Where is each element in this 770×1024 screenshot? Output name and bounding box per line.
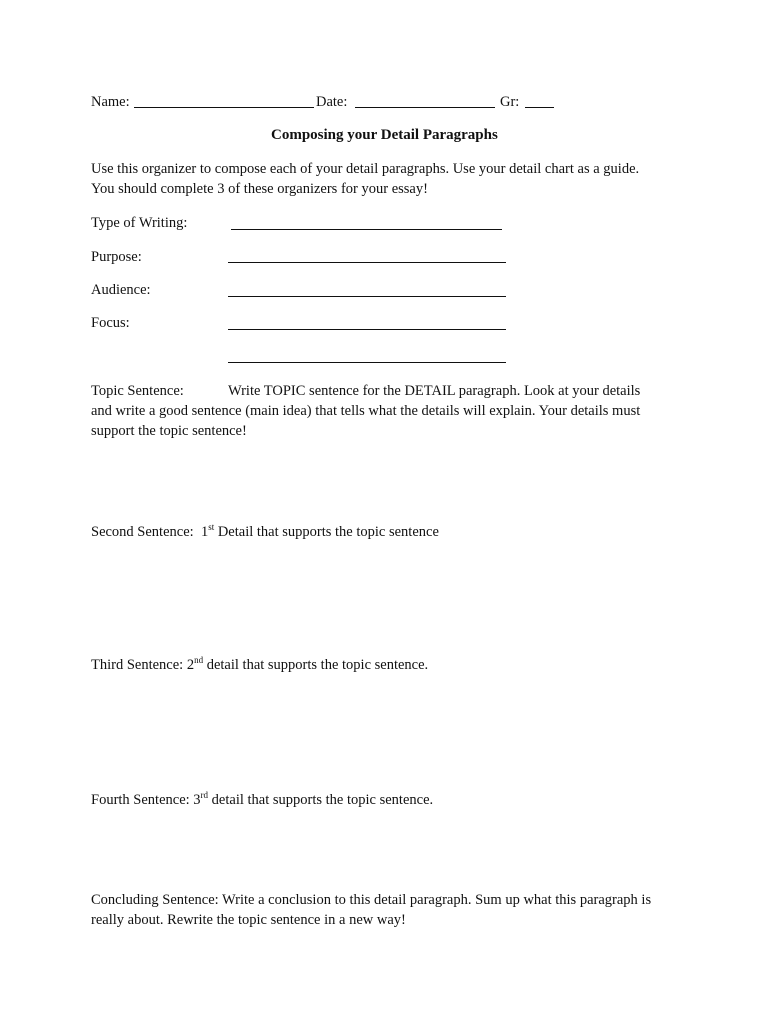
second-sentence-text: Detail that supports the topic sentence [214, 524, 439, 540]
topic-sentence-label: Topic Sentence: [91, 383, 184, 399]
third-sentence-text: detail that supports the topic sentence. [203, 657, 429, 673]
topic-instruction-line-1: Write TOPIC sentence for the DETAIL paragraph. Look at your details [228, 383, 641, 399]
topic-instruction-line-2: and write a good sentence (main idea) that tells what the details will explain. Your details must [91, 403, 641, 419]
topic-instruction-line-3: support the topic sentence! [91, 423, 247, 439]
date-blank[interactable] [355, 107, 495, 108]
fourth-sentence-label: Fourth Sentence: [91, 792, 190, 808]
type-of-writing-blank[interactable] [231, 229, 502, 230]
third-ordinal-suffix: nd [194, 655, 204, 665]
concluding-line-1: Concluding Sentence: Write a conclusion to this detail paragraph. Sum up what this paragraph is [91, 892, 652, 908]
intro-line-2: You should complete 3 of these organizers for your essay! [91, 181, 428, 197]
second-sentence-row [91, 524, 439, 541]
fourth-sentence-text: detail that supports the topic sentence. [208, 792, 434, 808]
second-sentence-label: Second Sentence: [91, 524, 194, 540]
page-title: Composing your Detail Paragraphs [271, 127, 498, 143]
grade-label: Gr: [500, 94, 520, 110]
focus-blank-1[interactable] [228, 329, 506, 330]
type-of-writing-label: Type of Writing: [91, 215, 188, 231]
purpose-label: Purpose: [91, 249, 142, 265]
third-sentence-label: Third Sentence: [91, 657, 184, 673]
concluding-line-2: really about. Rewrite the topic sentence in a new way! [91, 912, 406, 928]
fourth-ordinal-suffix: rd [200, 790, 209, 800]
audience-blank[interactable] [228, 296, 506, 297]
focus-label: Focus: [91, 315, 130, 331]
fourth-sentence-row [91, 792, 433, 809]
third-sentence-row [91, 657, 428, 674]
second-ordinal: 1 [200, 524, 209, 540]
name-label: Name: [91, 94, 130, 110]
intro-line-1: Use this organizer to compose each of your detail paragraphs. Use your detail chart as a guide. [91, 161, 640, 177]
date-label: Date: [316, 94, 348, 110]
grade-blank[interactable] [525, 107, 554, 108]
focus-blank-2[interactable] [228, 362, 506, 363]
fourth-ordinal: 3 [193, 792, 201, 808]
second-ordinal-suffix: st [208, 522, 215, 532]
third-ordinal: 2 [186, 657, 195, 673]
name-blank[interactable] [134, 107, 314, 108]
audience-label: Audience: [91, 282, 151, 298]
purpose-blank[interactable] [228, 262, 506, 263]
